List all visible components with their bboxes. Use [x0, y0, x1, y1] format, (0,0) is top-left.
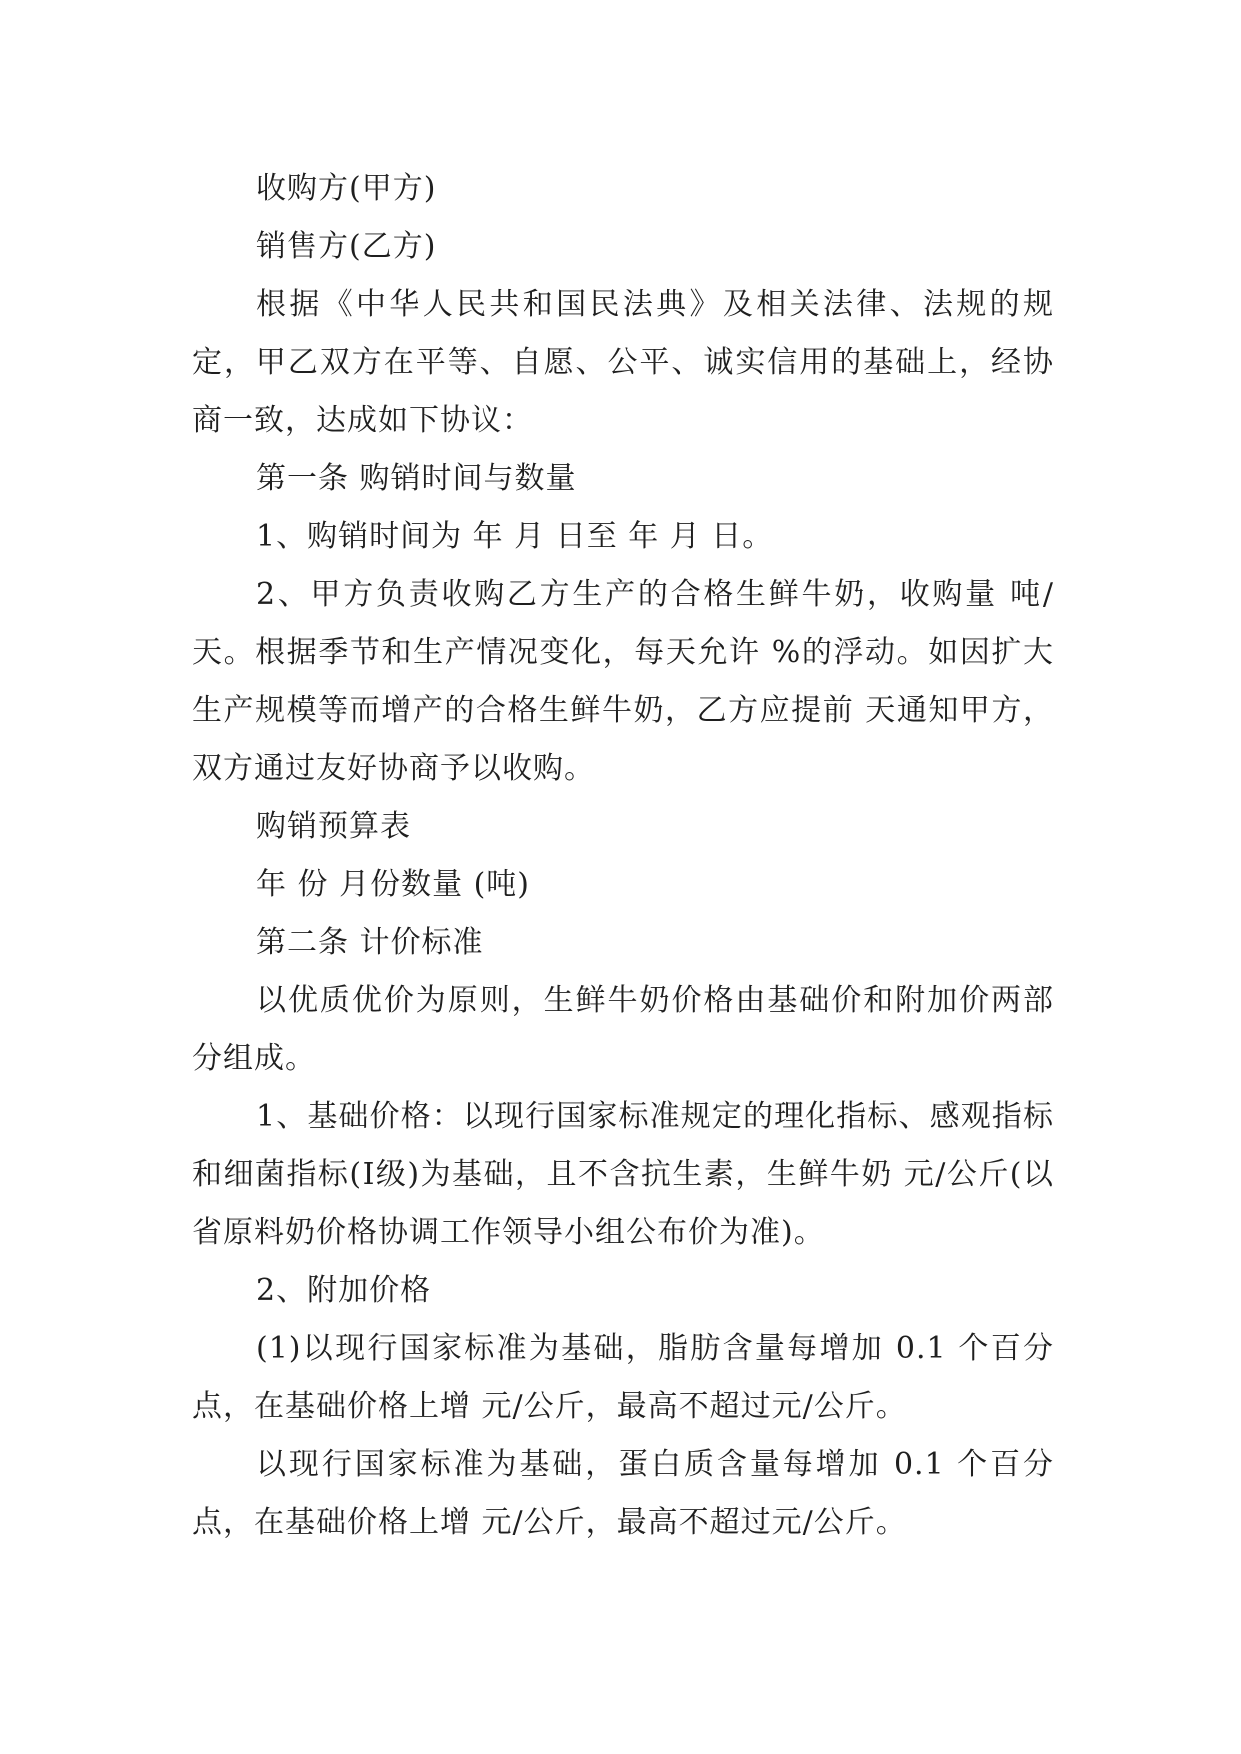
article-1-heading: 第一条 购销时间与数量 — [256, 461, 577, 496]
party-a-line: 收购方(甲方) — [256, 171, 437, 206]
article-1-clause-1: 1、购销时间为 年 月 日至 年 月 日。 — [256, 519, 774, 554]
fat-content-clause: (1)以现行国家标准为基础，脂肪含量每增加 0.1 个百分点，在基础价格上增 元/公斤，最高不超过元/公斤。 — [192, 1331, 1054, 1424]
party-b-line: 销售方(乙方) — [256, 229, 437, 264]
document-body — [192, 160, 1054, 1552]
budget-table-header: 年 份 月份数量 (吨) — [256, 867, 531, 902]
article-1-clause-2: 2、甲方负责收购乙方生产的合格生鲜牛奶，收购量 吨/天。根据季节和生产情况变化，每天允许 %的浮动。如因扩大生产规模等而增产的合格生鲜牛奶，乙方应提前 天通知甲方，双方通过友好协商予以收购。 — [192, 577, 1054, 786]
pricing-principle: 以优质优价为原则，生鲜牛奶价格由基础价和附加价两部分组成。 — [192, 983, 1054, 1076]
budget-table-title: 购销预算表 — [256, 809, 411, 844]
intro-paragraph: 根据《中华人民共和国民法典》及相关法律、法规的规定，甲乙双方在平等、自愿、公平、诚实信用的基础上，经协商一致，达成如下协议： — [192, 287, 1054, 438]
article-2-heading: 第二条 计价标准 — [256, 925, 484, 960]
additional-price-heading: 2、附加价格 — [256, 1273, 432, 1308]
protein-content-clause: 以现行国家标准为基础，蛋白质含量每增加 0.1 个百分点，在基础价格上增 元/公斤，最高不超过元/公斤。 — [192, 1447, 1054, 1540]
base-price-clause: 1、基础价格：以现行国家标准规定的理化指标、感观指标和细菌指标(Ⅰ级)为基础，且不含抗生素，生鲜牛奶 元/公斤(以省原料奶价格协调工作领导小组公布价为准)。 — [192, 1099, 1054, 1250]
